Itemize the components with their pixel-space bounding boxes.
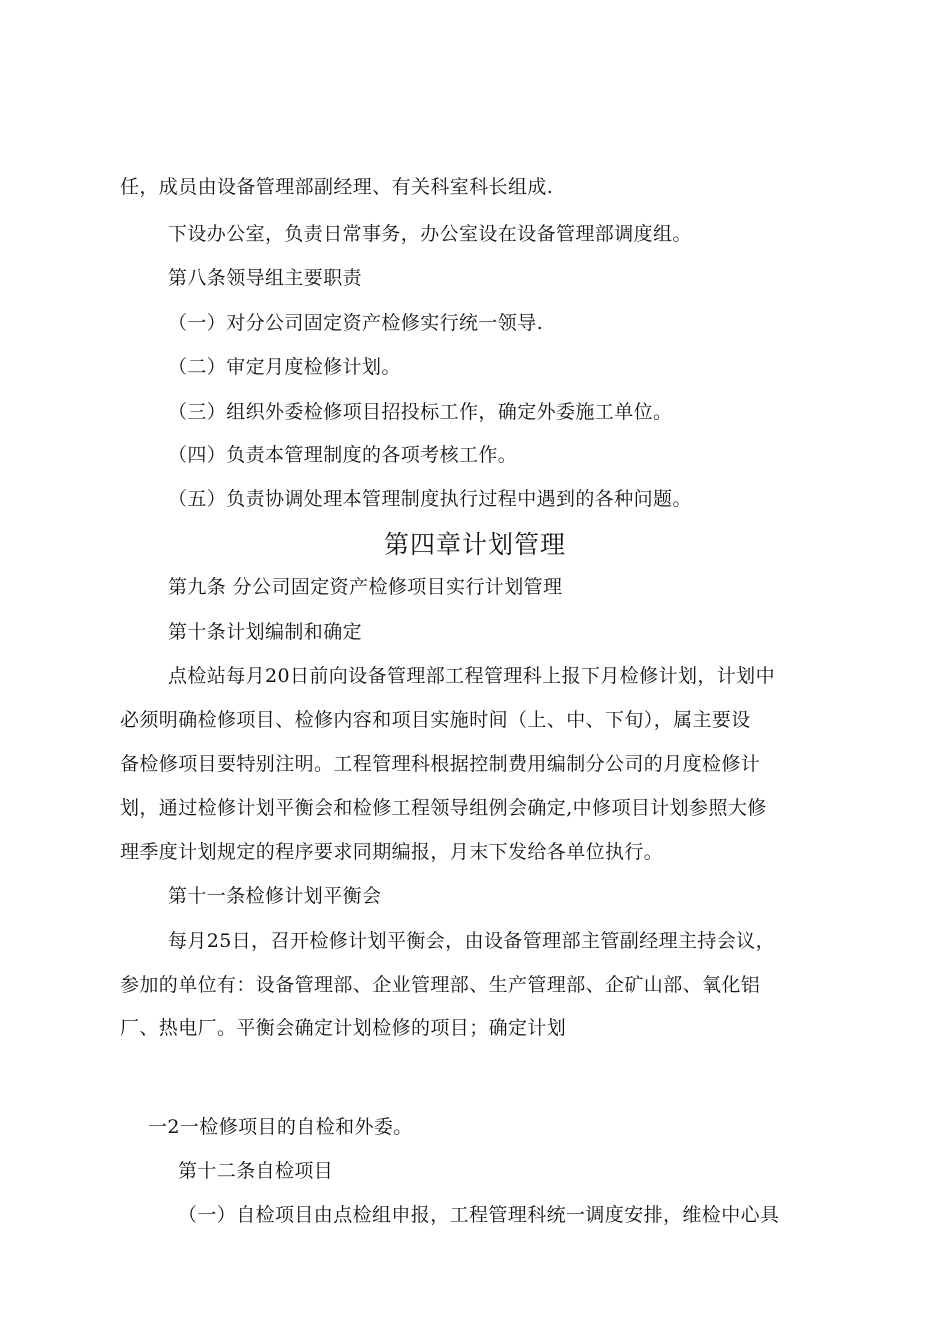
article-heading: 第十一条检修计划平衡会 <box>168 885 382 907</box>
text-line: 必须明确检修项目、检修内容和项目实施时间（上、中、下旬），属主要设 <box>120 709 751 731</box>
page-number-line: 一2一检修项目的自检和外委。 <box>148 1116 413 1138</box>
list-item: （四）负责本管理制度的各项考核工作。 <box>168 444 518 466</box>
article-heading: 第十二条自检项目 <box>178 1160 334 1182</box>
text-line: 备检修项目要特别注明。工程管理科根据控制费用编制分公司的月度检修计 <box>120 753 761 775</box>
article-heading: 第十条计划编制和确定 <box>168 621 363 643</box>
text-line: 点检站每月20日前向设备管理部工程管理科上报下月检修计划，计划中 <box>168 665 775 687</box>
list-item: （一）自检项目由点检组申报，工程管理科统一调度安排，维检中心具 <box>178 1204 780 1226</box>
text-line: 下设办公室，负责日常事务，办公室设在设备管理部调度组。 <box>168 223 692 245</box>
text-line: 参加的单位有：设备管理部、企业管理部、生产管理部、企矿山部、氧化铝 <box>120 974 761 996</box>
text-line: 任，成员由设备管理部副经理、有关科室科长组成. <box>120 176 554 198</box>
text-line: 划，通过检修计划平衡会和检修工程领导组例会确定,中修项目计划参照大修 <box>120 797 767 819</box>
list-item: （二）审定月度检修计划。 <box>168 356 401 378</box>
text-line: 每月25日，召开检修计划平衡会，由设备管理部主管副经理主持会议， <box>168 930 775 952</box>
article-heading: 第九条 分公司固定资产检修项目实行计划管理 <box>168 576 563 598</box>
list-item: （五）负责协调处理本管理制度执行过程中遇到的各种问题。 <box>168 488 692 510</box>
chapter-title: 第四章计划管理 <box>383 530 566 559</box>
list-item: （一）对分公司固定资产检修实行统一领导. <box>168 312 544 334</box>
text-line: 理季度计划规定的程序要求同期编报，月末下发给各单位执行。 <box>120 841 664 863</box>
list-item: （三）组织外委检修项目招投标工作，确定外委施工单位。 <box>168 401 673 423</box>
text-line: 厂、热电厂。平衡会确定计划检修的项目；确定计划 <box>120 1017 567 1039</box>
article-heading: 第八条领导组主要职责 <box>168 267 363 289</box>
